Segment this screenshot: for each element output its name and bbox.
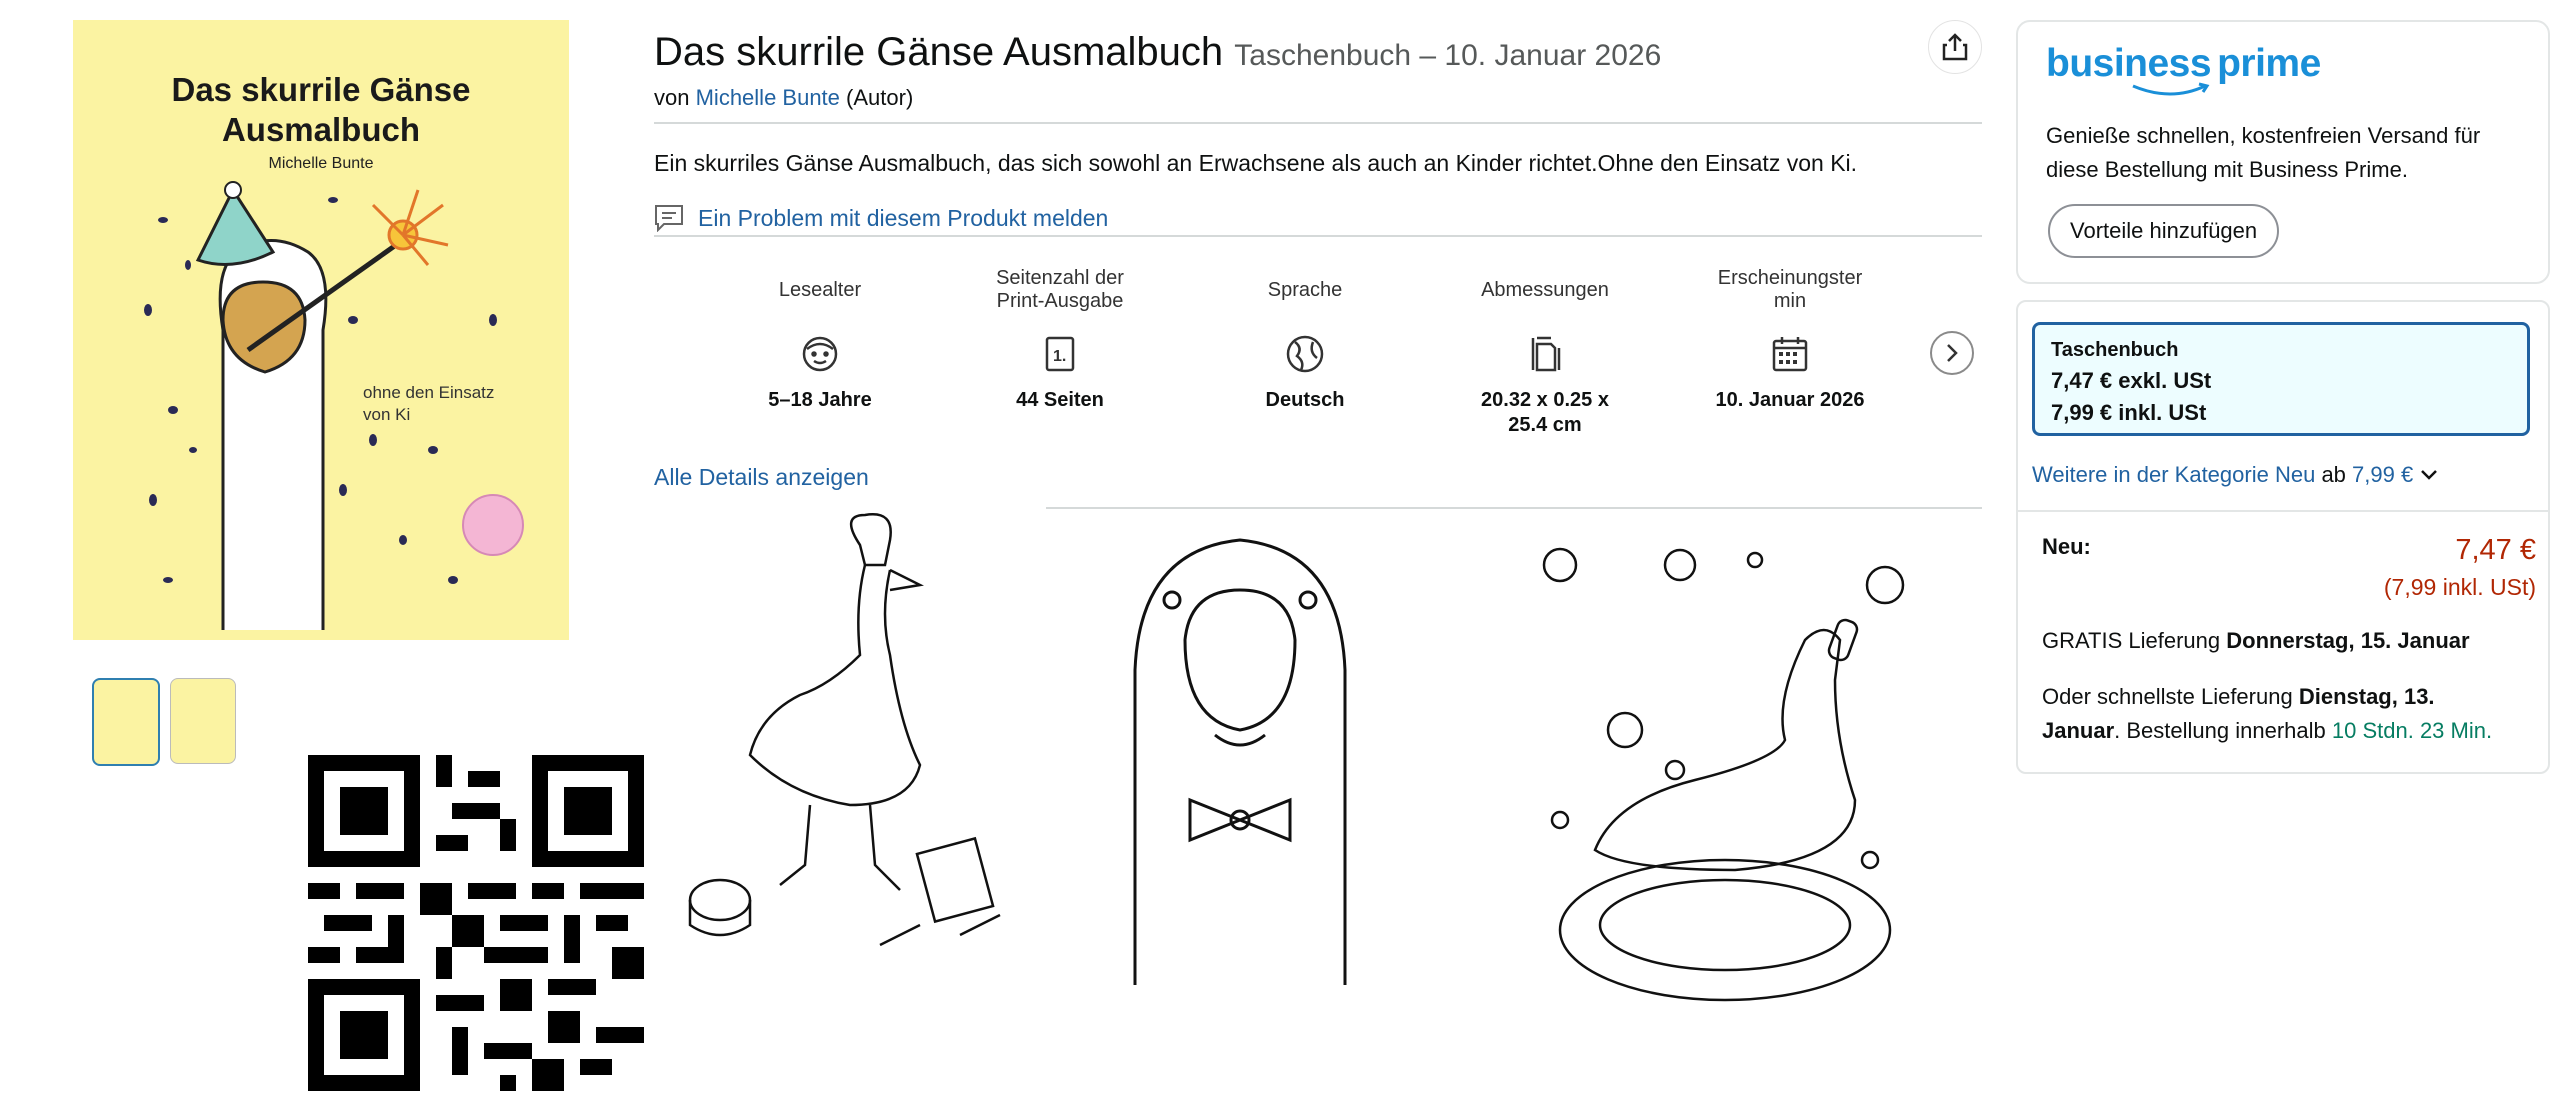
- format-date: Taschenbuch – 10. Januar 2026: [1234, 39, 1662, 72]
- report-problem-link[interactable]: [654, 204, 1108, 232]
- format-option-selected[interactable]: [2032, 322, 2530, 436]
- page-count-icon: [1044, 335, 1076, 373]
- delivery-date: Donnerstag, 15. Januar: [2226, 628, 2470, 653]
- all-details-link[interactable]: Alle Details anzeigen: [654, 464, 869, 490]
- spec-reading-age: [720, 262, 920, 413]
- product-details-carousel: [720, 262, 1940, 442]
- more-offers-price[interactable]: 7,99 €: [2352, 462, 2414, 487]
- divider: [654, 122, 1982, 124]
- spec-label: Sprache: [1267, 278, 1343, 301]
- spec-value: 20.32 x 0.25 x 25.4 cm: [1481, 389, 1609, 436]
- svg-text:1.: 1.: [1053, 348, 1067, 365]
- spec-label: Seitenzahl der Print-Ausgabe: [996, 267, 1124, 312]
- business-prime-logo-prime: prime: [2217, 42, 2321, 85]
- format-price-incl: 7,99 € inkl. USt: [2051, 400, 2207, 425]
- dimensions-icon: [1527, 334, 1563, 374]
- product-title: [654, 30, 1661, 75]
- spec-value: 5–18 Jahre: [768, 389, 872, 411]
- new-price: 7,47 €: [2455, 534, 2536, 566]
- divider: [1046, 507, 1982, 509]
- report-label: Ein Problem mit diesem Produkt melden: [698, 204, 1109, 231]
- new-price-incl: (7,99 inkl. USt): [2383, 574, 2536, 600]
- byline-prefix: von: [654, 85, 690, 110]
- goose-cover-illustration: [73, 20, 569, 640]
- new-label: Neu:: [2042, 534, 2091, 559]
- thumbnail-2[interactable]: [170, 678, 236, 764]
- spec-publication-date: [1690, 262, 1890, 413]
- more-offers-label[interactable]: Weitere in der Kategorie Neu: [2032, 462, 2316, 487]
- spec-label: Abmessungen: [1481, 278, 1609, 301]
- fast-date: Dienstag, 13. Januar: [2042, 684, 2435, 743]
- business-prime-box: [2016, 20, 2550, 284]
- book-cover-image[interactable]: [73, 20, 569, 640]
- author-role: (Autor): [846, 85, 914, 110]
- spec-dimensions: [1445, 262, 1645, 438]
- spec-value: 10. Januar 2026: [1715, 389, 1865, 411]
- spec-label: Lesealter: [778, 278, 862, 301]
- product-title-text: Das skurrile Gänse Ausmalbuch: [654, 30, 1224, 74]
- chef-goose-illustration: [680, 505, 1060, 985]
- qr-code-image: [308, 755, 644, 1091]
- child-face-icon: [801, 335, 839, 373]
- cover-author: Michelle Bunte: [268, 155, 374, 172]
- product-description: Ein skurriles Gänse Ausmalbuch, das sich sowohl an Erwachsene als auch an Kinder richtet.Ohne den Einsatz von Ki.: [654, 150, 1858, 176]
- spec-language: [1205, 262, 1405, 413]
- share-icon: [1942, 33, 1968, 61]
- spec-label: Erscheinungstermin: [1717, 267, 1863, 312]
- more-offers-ab: ab: [2321, 462, 2346, 487]
- more-offers[interactable]: [2032, 462, 2439, 488]
- business-prime-logo: [2046, 42, 2321, 86]
- spec-value: Deutsch: [1265, 389, 1345, 411]
- buy-box: [2016, 300, 2550, 774]
- byline: [654, 85, 913, 111]
- fast-prefix: Oder schnellste Lieferung: [2042, 684, 2293, 709]
- floating-goose-illustration: [1535, 540, 1915, 1010]
- delivery-prefix: GRATIS Lieferung: [2042, 628, 2221, 653]
- divider: [654, 235, 1982, 237]
- fast-mid: . Bestellung innerhalb: [2114, 718, 2326, 743]
- free-delivery: [2042, 628, 2470, 654]
- business-prime-text: Genieße schnellen, kostenfreien Versand für diese Bestellung mit Business Prime.: [2046, 123, 2481, 182]
- spec-page-count: [960, 262, 1160, 413]
- report-flag-icon: [654, 204, 684, 232]
- chevron-right-icon: [1944, 343, 1960, 363]
- business-prime-logo-business: business: [2046, 42, 2212, 85]
- cover-note: ohne den Einsatz von Ki: [363, 383, 495, 424]
- thumbnail-1[interactable]: [92, 678, 160, 766]
- globe-icon: [1285, 334, 1325, 374]
- smile-arrow-icon: [2131, 82, 2211, 98]
- calendar-icon: [1771, 335, 1809, 373]
- chevron-down-icon: [2419, 468, 2439, 482]
- countdown: 10 Stdn. 23 Min.: [2331, 718, 2493, 743]
- fastest-delivery: [2042, 680, 2512, 748]
- carousel-next-button[interactable]: [1930, 331, 1974, 375]
- add-benefits-button[interactable]: Vorteile hinzufügen: [2048, 204, 2279, 258]
- bowtie-goose-illustration: [1120, 530, 1360, 985]
- share-button[interactable]: [1928, 20, 1982, 74]
- format-price-excl: 7,47 € exkl. USt: [2051, 368, 2212, 393]
- author-link[interactable]: Michelle Bunte: [695, 85, 840, 110]
- spec-value: 44 Seiten: [1016, 389, 1104, 411]
- divider: [2018, 510, 2548, 512]
- cover-title: Das skurrile Gänse Ausmalbuch: [171, 71, 471, 148]
- format-name: Taschenbuch: [2051, 339, 2179, 361]
